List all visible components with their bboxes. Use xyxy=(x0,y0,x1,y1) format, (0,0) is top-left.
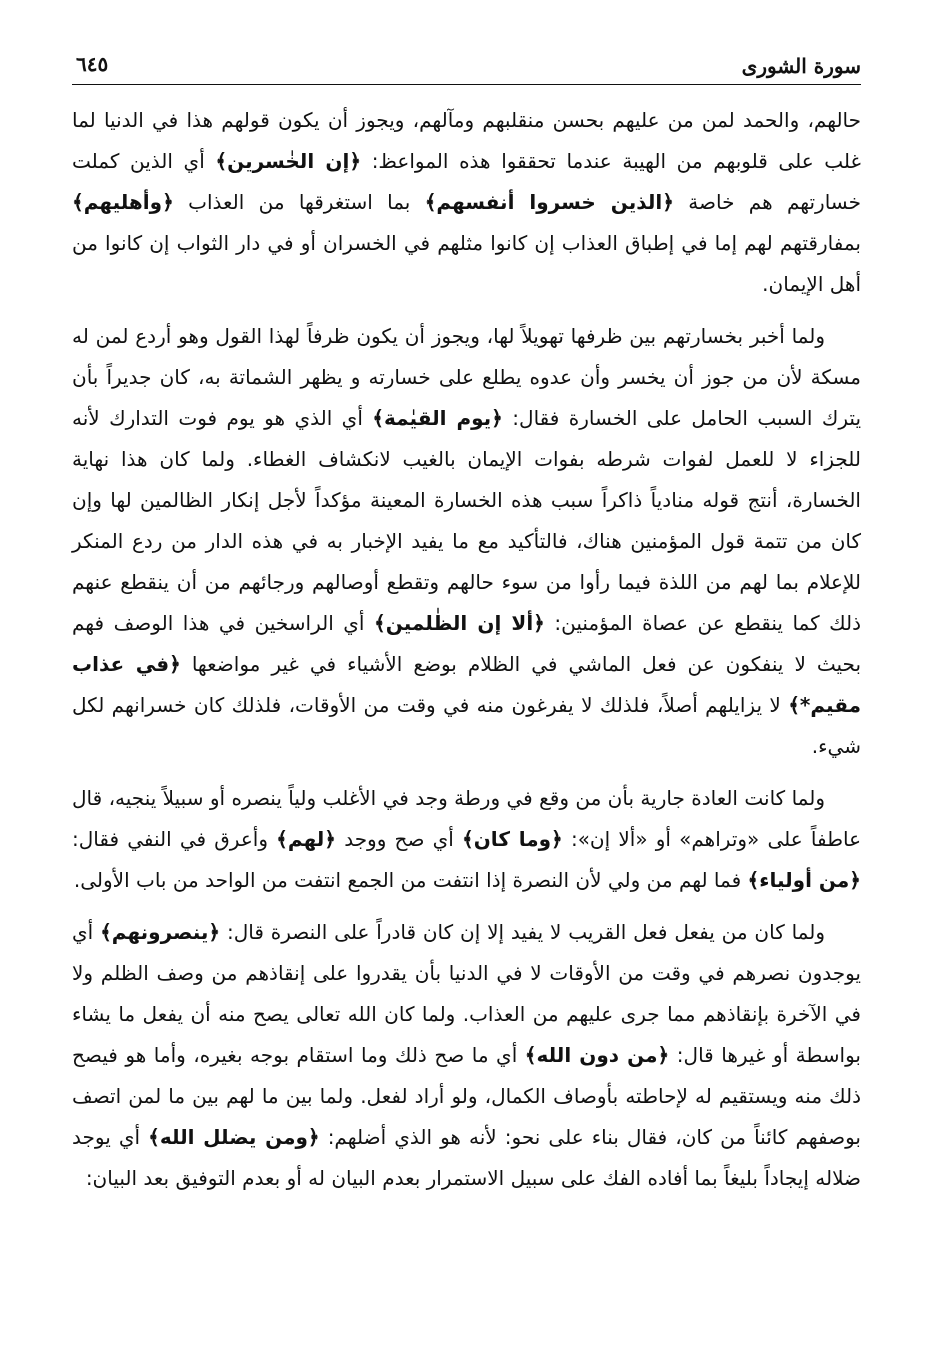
text-run: بما استغرقها من العذاب xyxy=(173,190,425,214)
text-run: حالهم، والحمد لمن من عليهم بحسن منقلبهم ومآلهم، ويجوز أن يكون قولهم هذا في الدنيا لما غلب على قلوبهم من الهيبة عندما تحققوا هذه المواعظ: xyxy=(72,108,861,173)
text-run: ولما أخبر بخسارتهم بين ظرفها تهويلاً لها، ويجوز أن يكون ظرفاً لهذا القول وهو أردع لمن له مسكة لأن من جوز أن يخسر وأن عدوه يطلع على خسارته و يظهر الشماتة به، كان جديراً بأن يترك السبب الحامل على الخسارة فقال: xyxy=(72,324,862,430)
text-run: لا يزايلهم أصلاً، فلذلك لا يفرغون منه في وقت من الأوقات، فلذلك كان خسرانهم لكل شيء. xyxy=(72,693,861,758)
text-run: ولما كانت العادة جارية بأن من وقع في ورطة وجد في الأغلب ولياً ينصره أو سبيلاً ينجيه، قال عاطفاً على «وتراهم» أو «ألا إن»: xyxy=(72,786,862,851)
page-body xyxy=(72,100,861,1210)
text-run: أي الذي هو يوم فوت التدارك لأنه للجزاء لا للعمل لفوات شرطه بفوات الإيمان بالغيب لانكشاف الغطاء. ولما كان هذا نهاية الخسارة، أنتج قوله منادياً ذاكراً سبب هذه الخسارة المعينة مؤكداً لأجل إنكار الظالمين لها وإن كان من تتمة قول المؤمنين هناك، فالتأكيد مع ما يفيد الإخبار به في هذه الدار من ردع المنكر للإعلام بما لهم من اللذة فيما رأوا من سوء حالهم وتقطع أوصالهم ورجائهم من أن ينقطع عنهم ذلك كما ينقطع عن عصاة المؤمنين: xyxy=(72,406,861,635)
quran-quote: ﴿في عذاب مقيم*﴾ xyxy=(72,652,861,717)
quran-quote: ﴿يوم القيٰمة﴾ xyxy=(372,406,503,430)
quran-quote: ﴿الذين خسروا أنفسهم﴾ xyxy=(424,190,674,214)
text-run: ولما كان من يفعل فعل القريب لا يفيد إلا إن كان قادراً على النصرة قال: xyxy=(220,920,825,944)
text-run: أي ما صح ذلك وما استقام بوجه بغيره، وأما هو فيصح ذلك منه ويستقيم له لإحاطته بأوصاف الكمال، ولو أراد لفعل. ولما بين ما لهم بين ما لمن اتصف بوصفهم كائناً من كان، فقال بناء على نحو: لأنه هو الذي أضلهم: xyxy=(72,1043,861,1149)
quran-quote: ﴿إن الخٰسرين﴾ xyxy=(215,149,362,173)
text-run: أي يوجد ضلاله إيجاداً بليغاً بما أفاده الفك على سبيل الاستمرار بعدم البيان له أو بعدم التوفيق بعد البيان: xyxy=(72,1125,861,1190)
text-run: أي الراسخين في هذا الوصف فهم بحيث لا ينفكون عن فعل الماشي في الظلام بوضع الأشياء في غير مواضعها xyxy=(72,611,862,676)
quran-quote: ﴿وما كان﴾ xyxy=(462,827,563,851)
page-number: ٦٤٥ xyxy=(76,52,109,76)
text-run: أي صح ووجد xyxy=(336,827,463,851)
page-header xyxy=(72,48,861,85)
text-run: فما لهم من ولي لأن النصرة إذا انتفت من الجمع انتفت من الواحد من باب الأولى. xyxy=(73,868,748,892)
paragraph-4 xyxy=(72,912,861,1199)
quran-quote: ﴿لهم﴾ xyxy=(276,827,337,851)
quran-quote: ﴿من دون الله﴾ xyxy=(524,1043,670,1067)
quran-quote: ﴿ومن يضلل الله﴾ xyxy=(148,1125,320,1149)
text-run: وأعرق في النفي فقال: xyxy=(72,827,277,851)
quran-quote: ﴿ألا إن الظٰلمين﴾ xyxy=(373,611,545,635)
text-run: بمفارقتهم لهم إما في إطباق العذاب إن كانوا مثلهم في الخسران أو في دار الثواب إن كانوا من أهل الإيمان. xyxy=(72,231,861,296)
paragraph-3 xyxy=(72,778,861,901)
quran-quote: ﴿من أولياء﴾ xyxy=(747,868,861,892)
quran-quote: ﴿ينصرونهم﴾ xyxy=(100,920,221,944)
paragraph-1 xyxy=(72,100,861,305)
text-run: أي الذين كملت خسارتهم هم خاصة xyxy=(72,149,861,214)
surah-title: سورة الشورى xyxy=(741,54,861,78)
quran-quote: ﴿وأهليهم﴾ xyxy=(72,190,174,214)
text-run: أي يوجدون نصرهم في وقت من الأوقات لا في الدنيا بأن يقدروا على إنقاذهم من وصف الظلم ولا في الآخرة بإنقاذهم مما جرى عليهم من العذاب. ولما كان الله تعالى يصح منه أن يفعل ما يشاء بواسطة أو غيرها قال: xyxy=(72,920,861,1067)
paragraph-2 xyxy=(72,316,861,767)
